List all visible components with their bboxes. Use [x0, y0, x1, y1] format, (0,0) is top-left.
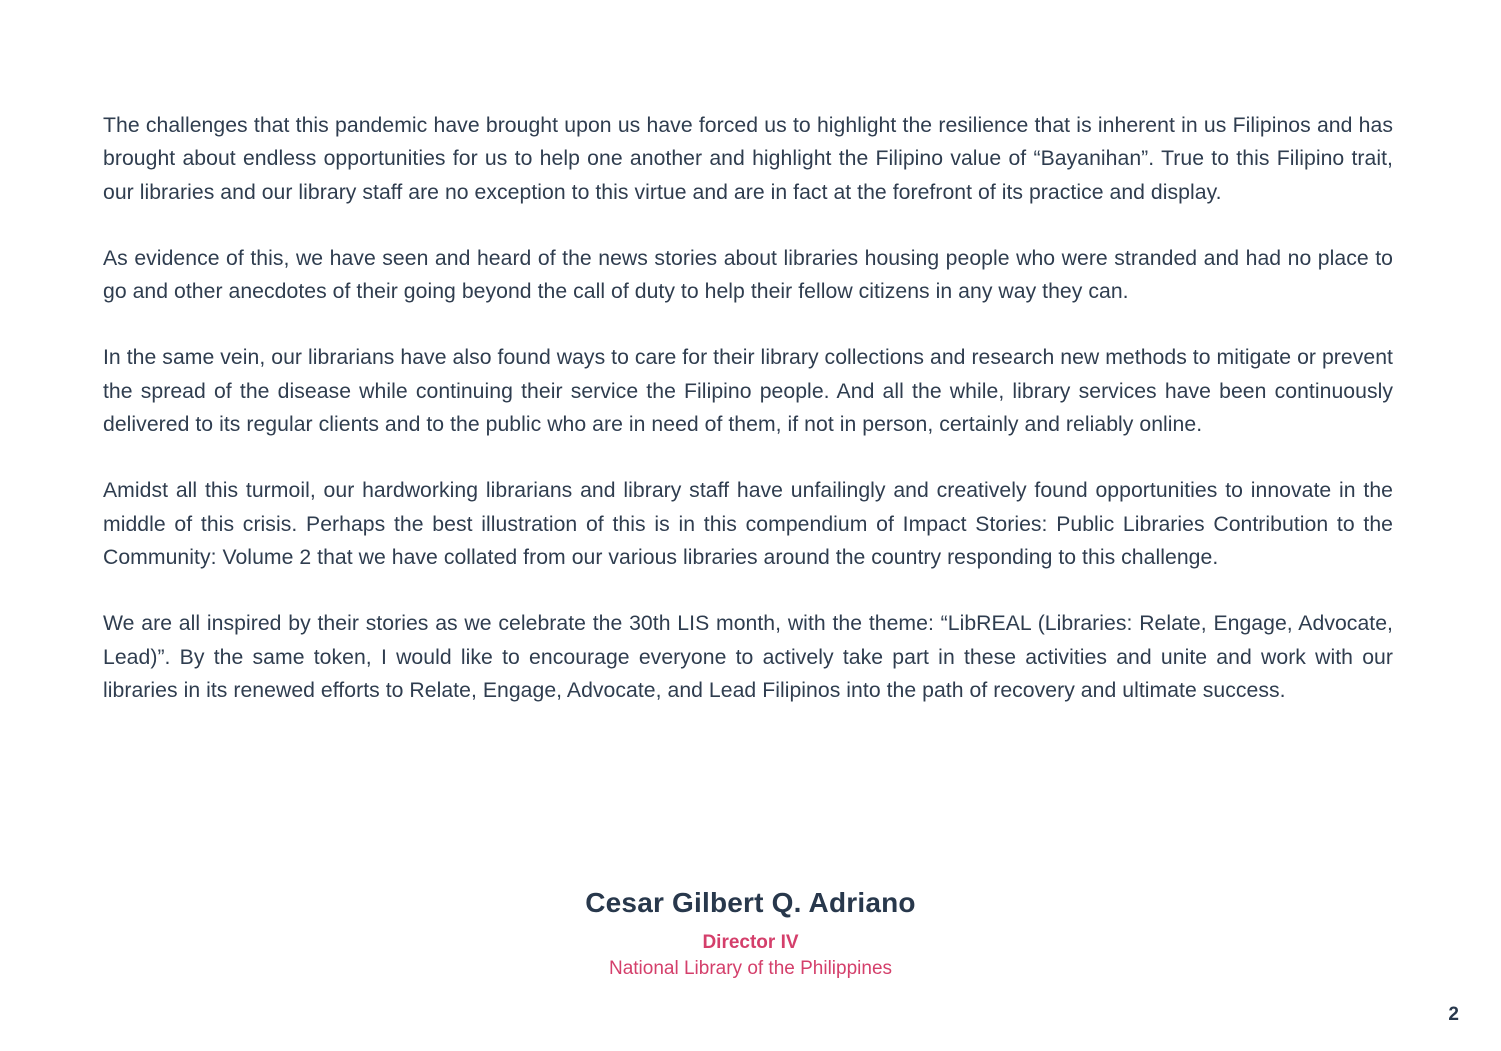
signatory-name: Cesar Gilbert Q. Adriano [585, 887, 916, 918]
paragraph: In the same vein, our librarians have also found ways to care for their library collections and research new methods to mitigate or prevent the spread of the disease while continuing their service the Filipino people. And all the while, library services have been continuously delivered to its regular clients and to the public who are in need of them, if not in person, certainly and reliably online. [103, 346, 1393, 437]
signature-block [0, 884, 1501, 982]
paragraph: The challenges that this pandemic have brought upon us have forced us to highlight the resilience that is inherent in us Filipinos and has brought about endless opportunities for us to help one another and highlight the Filipino value of “Bayanihan”. True to this Filipino trait, our libraries and our library staff are no exception to this virtue and are in fact at the forefront of its practice and display. [103, 114, 1393, 204]
signatory-organization: National Library of the Philippines [608, 958, 893, 979]
signatory-title: Director IV [702, 932, 799, 953]
paragraph: We are all inspired by their stories as we celebrate the 30th LIS month, with the theme: “LibREAL (Libraries: Relate, Engage, Advocate, Lead)”. By the same token, I would like to encourage everyone to actively take part in these activities and unite and work with our libraries in its renewed efforts to Relate, Engage, Advocate, and Lead Filipinos into the path of recovery and ultimate success. [103, 612, 1393, 702]
message-body [103, 109, 1393, 707]
paragraph: Amidst all this turmoil, our hardworking librarians and library staff have unfailingly and creatively found opportunities to innovate in the middle of this crisis. Perhaps the best illustration of this is in this compendium of Impact Stories: Public Libraries Contribution to the Community: Volume 2 that we have collated from our various libraries around the country responding to this challenge. [103, 479, 1393, 569]
paragraph: As evidence of this, we have seen and heard of the news stories about libraries housing people who were stranded and had no place to go and other anecdotes of their going beyond the call of duty to help their fellow citizens in any way they can. [103, 246, 1393, 304]
page-number: 2 [1448, 1004, 1459, 1025]
